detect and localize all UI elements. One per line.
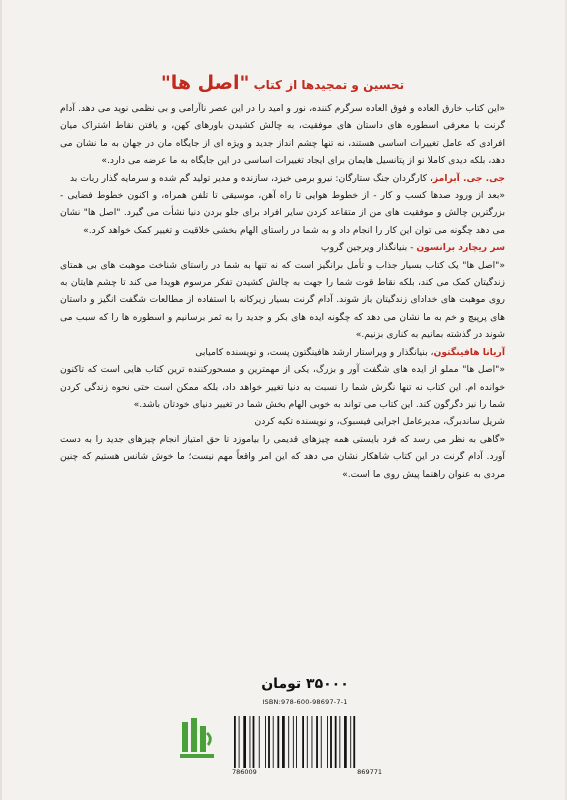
barcode-bar (302, 716, 304, 768)
praise-text (60, 100, 505, 483)
barcode-bar (265, 716, 266, 768)
attribution-name: آریانا هافینگتون (433, 346, 505, 358)
price-area (230, 676, 380, 706)
attribution-line (60, 170, 505, 187)
attribution-name: سر ریچارد برانسون (416, 242, 505, 254)
barcode-icon (232, 716, 382, 768)
praise-heading (60, 72, 505, 94)
barcode-bar (330, 716, 332, 768)
barcode-bar (335, 716, 337, 768)
barcode-bar (243, 716, 246, 768)
barcode-numbers (232, 768, 382, 776)
barcode-bar (250, 716, 251, 768)
barcode-bar (288, 716, 289, 768)
barcode-bar (339, 716, 340, 768)
barcode-bar (239, 716, 240, 768)
barcode-number-right: 869771 (357, 768, 382, 776)
barcode-bar (307, 716, 308, 768)
barcode-bar (277, 716, 279, 768)
barcode-bar (353, 716, 355, 768)
barcode-bar (327, 716, 328, 768)
barcode-bar (344, 716, 347, 768)
attribution-name: جی. جی. آبرامز (432, 172, 505, 184)
quote-paragraph: «گاهی به نظر می رسد که فرد بایستی همه چیزهای قدیمی را بیاموزد تا حق امتیاز انجام چیزهای جدید را به دست آورد. آدام گرنت در این کتاب شاهکار نشان می دهد که این امر واقعاً مهم نیست؛ ما خوش شانس هستیم که چنین مردی به عنوان راهنما پیش روی ما است.» (60, 433, 505, 480)
barcode-number-left: 786009 (232, 768, 257, 776)
attribution-line (60, 239, 505, 256)
publisher-logo-icon (180, 716, 216, 760)
barcode-bar (350, 716, 351, 768)
attribution-role: ، بنیانگذار و ویراستار ارشد هافینگتون پست، و نویسنده کامیابی (195, 346, 434, 358)
price-label: ۳۵۰۰۰ تومان (261, 676, 349, 692)
quote-paragraph: «"اصل ها" یک کتاب بسیار جذاب و تأمل برانگیز است که نه تنها به شما در راستای شناخت موهبت های بی همتای زندگیتان کمک می کند، بلکه نقاط قوت شما را جهت به چالش کشیدن تفکر مرسوم هویدا می کند تا چشم هایتان به روی موهبت های خدادای زندگیتان باز شوند. آدام گرنت بسیار زیرکانه با استفاده از مطالعات شگفت انگیز و داستان های پرپیچ و خم به ما نشان می دهد که چگونه ایده های بکر و جدید را به ثمر برسانیم و اسطوره ها را که سبب می شوند در گذشته بمانیم به کناری بزنیم.» (60, 259, 505, 341)
quote-paragraph: «"اصل ها" مملو از ایده های شگفت آور و بزرگ، یکی از مهمترین و مسحورکننده ترین کتاب هایی است که تاکنون خوانده ام. این کتاب نه تنها نگرش شما را نسبت به دنیا تغییر خواهد داد، بلکه ممکن است حتی نحوه زندگی کردن شما را نیز دگرگون کند. این کتاب می تواند به خوبی الهام بخش شما در تغییر دنیای خودتان باشد.» (60, 364, 505, 410)
attribution-role: - بنیانگذار ویرجین گروپ (320, 242, 417, 254)
barcode-bar (293, 716, 294, 768)
quote-paragraph: «بعد از ورود صدها کسب و کار - از خطوط هوایی تا راه آهن، موسیقی تا تلفن همراه، و اکنون خطوط فضایی - بزرگترین چالش و موفقیت های من از متقاعد کردن سایر افراد برای جلو بردن دنیا نشأت می گیرد. "اصل ها" نشان می دهد چگونه می توان این کار را انجام داد و به شما در راستای الهام بخشی خلاقیت و تغییر کمک خواهد کرد.» (60, 190, 505, 236)
attribution-role: ، کارگردان جنگ ستارگان: نیرو برمی خیزد، سازنده و مدیر تولید گم شده و سرمایه گذار ربات بد (69, 172, 433, 184)
barcode-bar (312, 716, 313, 768)
isbn-label: ISBN:978-600-98697-7-1 (262, 698, 348, 706)
barcode-bar (253, 716, 255, 768)
barcode-bar (259, 716, 260, 768)
barcode-bar (234, 716, 236, 768)
barcode-bar (296, 716, 297, 768)
attribution-line: شریل ساندبرگ، مدیرعامل اجرایی فیسبوک، و نویسنده تکیه کردن (254, 416, 505, 428)
attribution-line (60, 344, 505, 361)
barcode-bar (282, 716, 285, 768)
barcode-bar (316, 716, 318, 768)
heading-book-title: "اصل ها" (160, 72, 250, 94)
heading-prefix: تحسین و تمجیدها از کتاب (249, 78, 405, 92)
barcode-bar (268, 716, 270, 768)
quote-paragraph: «این کتاب خارق العاده و فوق العاده سرگرم کننده، نور و امید را در این عصر ناآرامی و بی نظمی نوید می دهد. آدام گرنت با معرفی اسطوره های داستان های موفقیت، به چالش کشیدن باورهای کهن، و یافتن نقاط اشتراک میان افرادی که عامل تغییرات اساسی هستند، نه تنها چشم انداز جدید و ویژه ای از جایگاه مان در جهان به ما نشان می دهد، بلکه دیدی کاملا نو از پتانسیل هایمان برای ایجاد تغییرات اساسی در این جایگاه به ما عرضه می دارد.» (60, 103, 505, 167)
barcode-bar (273, 716, 274, 768)
barcode-bar (321, 716, 322, 768)
